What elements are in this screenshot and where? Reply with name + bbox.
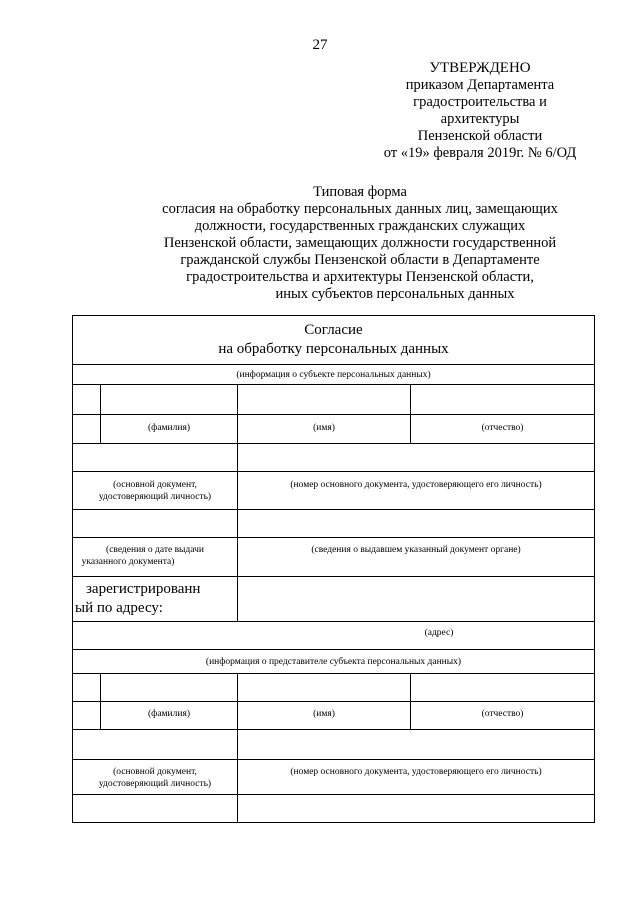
- rep-document-caption: (основной документ,: [113, 767, 197, 777]
- col-divider: [100, 384, 101, 443]
- document-caption: (основной документ,: [113, 480, 197, 490]
- col-divider: [237, 673, 238, 729]
- row-divider: [73, 759, 594, 760]
- row-divider: [73, 701, 594, 702]
- rep-document-caption: удостоверяющий личность): [98, 779, 212, 789]
- row-divider: [73, 471, 594, 472]
- row-divider: [73, 673, 594, 674]
- approval-line: от «19» февраля 2019г. № 6/ОД: [383, 145, 577, 161]
- approval-line: Пензенской области: [417, 128, 543, 144]
- row-divider: [73, 443, 594, 444]
- rep-document-number-caption: (номер основного документа, удостоверяющего его личность): [290, 767, 542, 777]
- patronymic-caption: (отчество): [481, 423, 524, 433]
- form-header-subtitle: на обработку персональных данных: [218, 341, 449, 357]
- row-divider: [73, 364, 594, 365]
- title-line: иных субъектов персональных данных: [275, 286, 515, 302]
- row-divider: [73, 794, 594, 795]
- col-divider: [410, 384, 411, 443]
- col-divider: [237, 384, 238, 443]
- title-line: гражданской службы Пензенской области в Департаменте: [180, 252, 540, 268]
- subject-info-caption: (информация о субъекте персональных данных): [236, 370, 431, 380]
- row-divider: [73, 384, 594, 385]
- consent-form-table: [72, 315, 595, 823]
- document-title: [80, 184, 640, 303]
- registered-label: ый по адресу:: [75, 600, 163, 616]
- row-divider: [73, 537, 594, 538]
- registered-label: зарегистрированн: [86, 581, 201, 597]
- approval-heading: УТВЕРЖДЕНО: [429, 60, 531, 76]
- title-line: согласия на обработку персональных данных лиц, замещающих: [162, 201, 558, 217]
- title-line: должности, государственных гражданских служащих: [194, 218, 526, 234]
- document-caption: удостоверяющий личность): [98, 492, 212, 502]
- row-divider: [73, 414, 594, 415]
- approval-block: [370, 60, 590, 162]
- rep-patronymic-caption: (отчество): [481, 709, 524, 719]
- issue-date-caption: указанного документа): [81, 557, 175, 567]
- approval-line: архитектуры: [440, 111, 520, 127]
- representative-info-caption: (информация о представителе субъекта персональных данных): [205, 657, 462, 667]
- name-caption: (имя): [313, 423, 335, 433]
- surname-caption: (фамилия): [148, 423, 190, 433]
- issue-date-caption: (сведения о дате выдачи: [106, 545, 204, 555]
- approval-line: градостроительства и: [413, 94, 547, 110]
- address-caption: (адрес): [424, 628, 454, 638]
- col-divider: [100, 673, 101, 729]
- approval-line: приказом Департамента: [405, 77, 555, 93]
- title-line: Типовая форма: [313, 184, 407, 200]
- document-number-caption: (номер основного документа, удостоверяющего его личность): [290, 480, 542, 490]
- issuer-caption: (сведения о выдавшем указанный документ органе): [311, 545, 521, 555]
- row-divider: [73, 509, 594, 510]
- col-divider: [410, 673, 411, 729]
- row-divider: [73, 576, 594, 577]
- row-divider: [73, 621, 594, 622]
- rep-name-caption: (имя): [313, 709, 335, 719]
- form-header-title: Согласие: [304, 322, 363, 338]
- title-line: Пензенской области, замещающих должности государственной: [163, 235, 557, 251]
- page-number: 27: [312, 37, 328, 53]
- row-divider: [73, 729, 594, 730]
- col-divider: [237, 443, 238, 621]
- title-line: градостроительства и архитектуры Пензенской области,: [186, 269, 534, 285]
- rep-surname-caption: (фамилия): [148, 709, 190, 719]
- row-divider: [73, 649, 594, 650]
